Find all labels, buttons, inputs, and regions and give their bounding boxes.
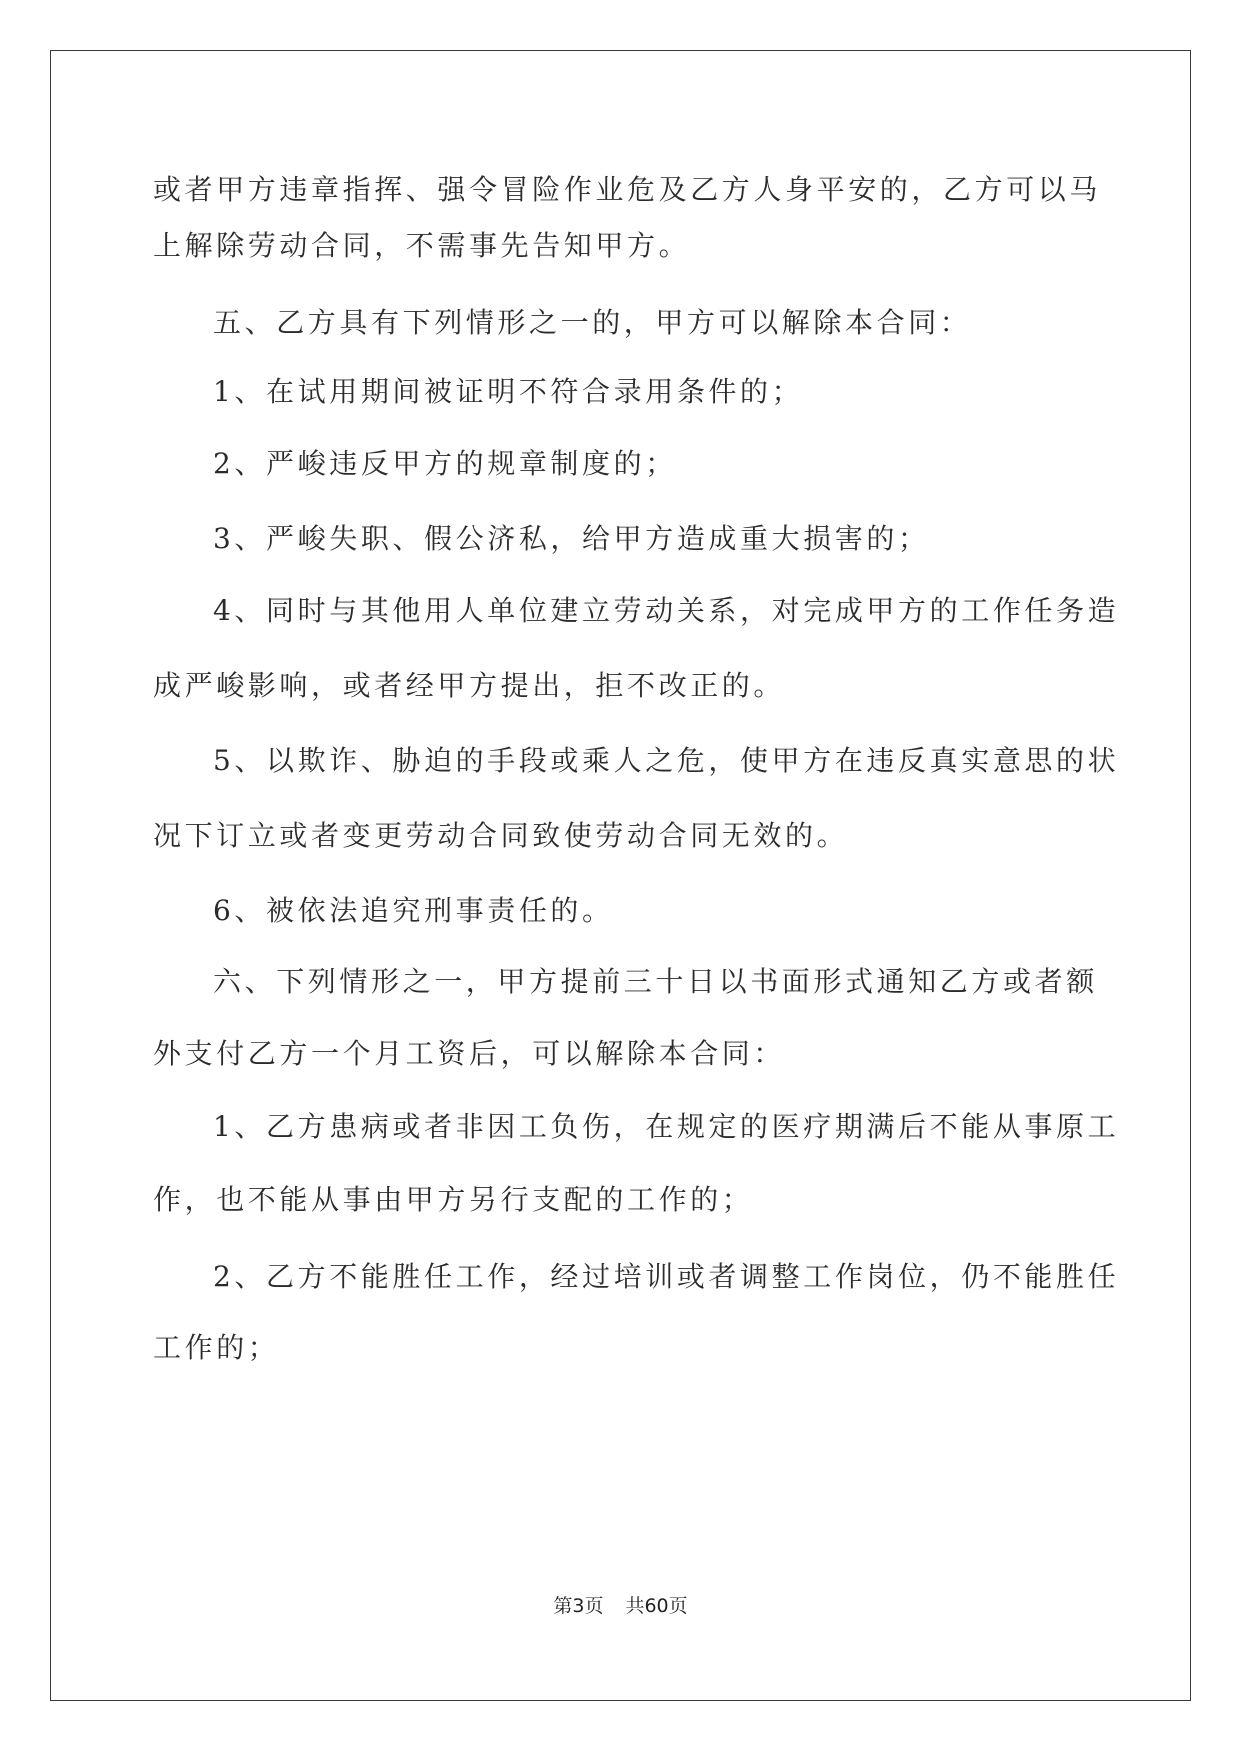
section-heading: 五、乙方具有下列情形之一的，甲方可以解除本合同： [213,306,972,339]
list-item: 1、在试用期间被证明不符合录用条件的； [213,375,804,408]
page-footer [0,1597,1241,1616]
page-number: 第3页 [553,1595,604,1617]
text-line: 工作的； [153,1331,280,1364]
text-line: 外支付乙方一个月工资后，可以解除本合同： [153,1037,786,1070]
list-item: 1、乙方患病或者非因工负伤，在规定的医疗期满后不能从事原工 [213,1110,1120,1143]
text-line: 或者甲方违章指挥、强令冒险作业危及乙方人身平安的，乙方可以马 [153,173,1102,206]
list-item: 2、乙方不能胜任工作，经过培训或者调整工作岗位，仍不能胜任 [213,1260,1120,1293]
page-total: 共60页 [625,1595,688,1617]
text-line: 作，也不能从事由甲方另行支配的工作的； [153,1183,754,1216]
text-line: 况下订立或者变更劳动合同致使劳动合同无效的。 [153,819,849,852]
list-item: 3、严峻失职、假公济私，给甲方造成重大损害的； [213,522,930,555]
list-item: 2、严峻违反甲方的规章制度的； [213,447,677,480]
section-heading: 六、下列情形之一，甲方提前三十日以书面形式通知乙方或者额 [213,965,1098,998]
text-line: 上解除劳动合同，不需事先告知甲方。 [153,229,691,262]
page-border [50,50,1191,1701]
list-item: 5、以欺诈、胁迫的手段或乘人之危，使甲方在违反真实意思的状 [213,744,1120,777]
text-line: 成严峻影响，或者经甲方提出，拒不改正的。 [153,669,786,702]
list-item: 4、同时与其他用人单位建立劳动关系，对完成甲方的工作任务造 [213,594,1120,627]
list-item: 6、被依法追究刑事责任的。 [213,894,614,927]
